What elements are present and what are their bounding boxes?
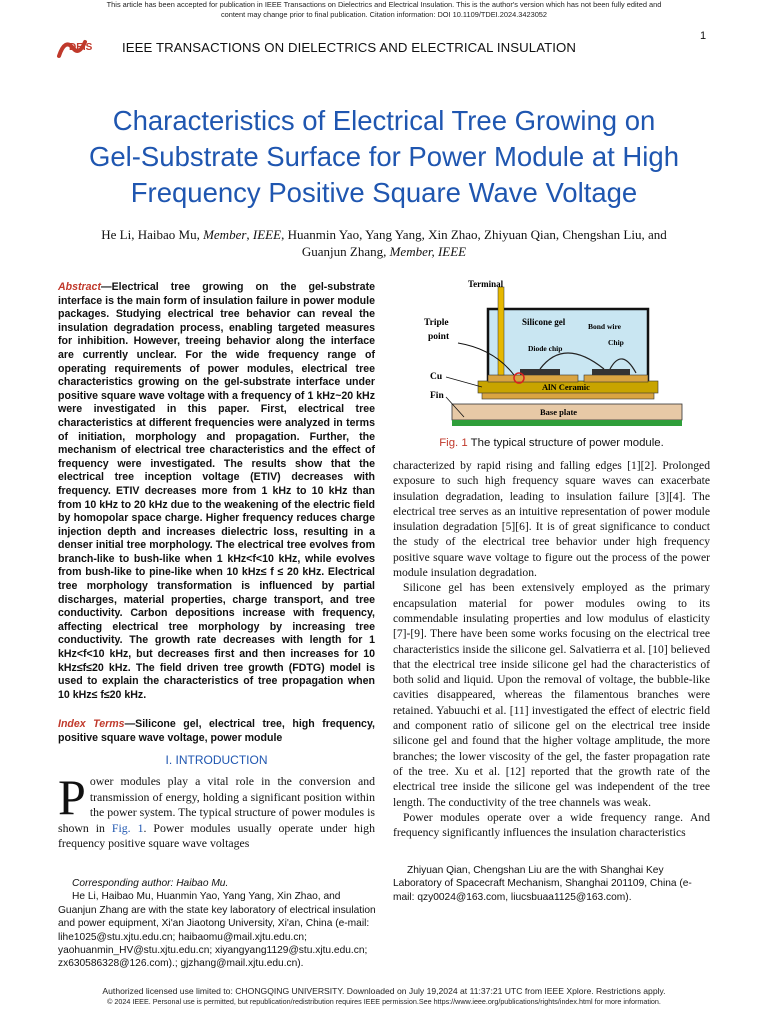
intro-text-b: . Power modules usually operate under high frequency positive square wave voltages xyxy=(58,820,375,851)
label-base-plate: Base plate xyxy=(540,407,578,417)
publication-notice xyxy=(0,0,768,20)
introduction-paragraph xyxy=(58,769,375,852)
label-triple: Triple xyxy=(424,318,449,328)
label-silicone-gel: Silicone gel xyxy=(522,317,566,327)
footnote-left xyxy=(58,877,380,971)
logo-text: DEIS xyxy=(69,42,93,53)
fin-strip xyxy=(452,420,682,426)
paper-title xyxy=(30,103,738,211)
authors-role-3: Member, IEEE xyxy=(389,244,467,259)
label-bond-wire: Bond wire xyxy=(588,322,621,331)
paragraph-2: Silicone gel has been extensively employed as the primary encapsulation material for power modules owing to its commendable insulating properties and low modulus of elasticity [7]-[9]. There have been some works focusing on the electrical tree characteristics inside the silicone gel. Salvatierra et al. [10] believed that the electrical tree inside silicone gel had the characteristics of both solid and liquid. Upon the removal of voltage, the bubble-like cavities disappeared, whereas the filamentous branches were retained. Yabuuchi et al. [11] investigated the effect of electric field and component ratio of silicone gel on the electrical tree inside silicone gel and found that the higher voltage amplitude, the more branches; the lower viscosity of the gel, the faster propagation rate of the tree. Xu et al. [12] reported that the growth rate of the electrical tree inside the silicone gel was independent of the tree length. The conductivity of the tree channels was weak. xyxy=(393,581,710,809)
index-terms-label: Index Terms xyxy=(58,718,125,730)
upper-copper-layer xyxy=(488,375,578,382)
authors-role-1: Member xyxy=(203,227,247,242)
cu-pointer xyxy=(446,377,482,387)
notice-line-2: content may change prior to final publication. Citation information: DOI 10.1109/TDEI.2024.3423052 xyxy=(220,10,548,19)
authors-part-c: , Huanmin Yao, Yang Yang, Xin Zhao, Zhiyuan Qian, Chengshan Liu, and xyxy=(281,227,667,242)
authors-part-a: He Li, Haibao Mu, xyxy=(101,227,204,242)
power-chip xyxy=(592,369,630,375)
label-aln-ceramic: AlN Ceramic xyxy=(542,382,590,392)
footnote-right xyxy=(393,864,713,904)
label-terminal: Terminal xyxy=(468,279,504,289)
author-list xyxy=(40,226,728,260)
figure-caption-label: Fig. 1 xyxy=(439,437,468,449)
authors-role-2: IEEE xyxy=(252,227,282,242)
label-chip: Chip xyxy=(608,338,624,347)
authors-part-b: , xyxy=(246,227,253,242)
authors-part-d: Guanjun Zhang, xyxy=(301,244,390,259)
right-column-body xyxy=(393,458,710,840)
label-point: point xyxy=(428,332,450,342)
figure-caption xyxy=(393,437,710,449)
intro-text-a: ower modules play a vital role in the conversion and transmission of energy, holding a significant position within the power system. The typical structure of power modules is shown in xyxy=(58,774,375,835)
label-fin: Fin xyxy=(430,391,444,401)
abstract-text: —Electrical tree growing on the gel-substrate interface is the main form of insulation failure in power module packages. Studying electrical tree behavior can reveal the insulation degradation process, enabling targeted measures for inhibition. However, treeing behavior along the interface are currently unclear. For the wide frequency range of operating requirements of power modules, electrical tree characteristics growing on the gel-substrate interface under positive square wave voltage with a frequency of 1 kHz~20 kHz were investigated in this paper. First, electrical tree characteristics at different frequencies were analyzed in terms of initiation, morphology and propagation. Further, the mechanism of electrical tree characteristics and the effect of frequency were investigated. The results show that the electrical tree inception voltage (ETIV) decreases with frequency. ETIV decreases more from 1 kHz to 10 kHz than from 10 kHz to 20 kHz due to the weakening of the electric field by homopolar space charge. Higher frequency reduces charge injection depth and increases dielectric loss, resulting in a denser initial tree morphology. The electrical tree evolves from branch-like to bush-like when 1 kHz<f<10 kHz, while evolves from bush-like to pine-like when 10 kHz≤ f ≤ 20 kHz. Electrical tree morphology transformation is influenced by partial discharges, material properties, charge transport, and tree conductivity. Carbon depositions increase with frequency, affecting electrical tree morphology by increasing tree conductivity. The growth rate decreases with length for 1 kHz<f<10 kHz, but decreases first and then increases for 10 kHz≤f≤20 kHz. The field driven tree growth (FDTG) model is used to explain the characteristics of tree propagation when 10 kHz≤ f≤20 kHz. xyxy=(58,281,375,701)
page-number: 1 xyxy=(700,30,707,42)
title-line-1: Characteristics of Electrical Tree Growing on xyxy=(112,105,656,136)
diode-chip xyxy=(520,369,560,375)
paragraph-1: characterized by rapid rising and falling edges [1][2]. Prolonged exposure to such high frequency square waves can exacerbate insulation degradation, leading to insulation failure [3][4]. The electrical tree serves as an intuitive representation of power module insulation degradation [5][6]. It is of great significance to conduct the study of the electrical tree behavior under high frequency positive square wave voltage to figure out the process of the power module insulation degradation. xyxy=(393,459,710,580)
upper-copper-layer-right xyxy=(584,375,648,382)
title-line-2: Gel-Substrate Surface for Power Module at High xyxy=(88,141,679,172)
label-cu: Cu xyxy=(430,372,443,382)
label-diode-chip: Diode chip xyxy=(528,344,563,353)
paragraph-3: Power modules operate over a wide frequency range. And frequency significantly influences the insulation characteristics xyxy=(393,810,710,840)
drop-cap: P xyxy=(58,769,86,825)
deis-logo xyxy=(55,36,105,66)
title-line-3: Frequency Positive Square Wave Voltage xyxy=(130,177,638,208)
copyright-notice: © 2024 IEEE. Personal use is permitted, but republication/redistribution requires IEEE permission.See https://www.ieee.org/publications/rights/index.html for more information. xyxy=(107,997,661,1006)
index-terms-text: —Silicone gel, electrical tree, high frequency, positive square wave voltage, power module xyxy=(58,718,375,744)
license-notice: Authorized licensed use limited to: CHONGQING UNIVERSITY. Downloaded on July 19,2024 at 11:37:21 UTC from IEEE Xplore. Restrictions apply. xyxy=(102,986,666,996)
power-module-figure xyxy=(424,277,686,437)
figure-caption-text: The typical structure of power module. xyxy=(467,437,664,449)
figure-reference-link[interactable]: Fig. 1 xyxy=(111,820,144,835)
index-terms xyxy=(58,718,375,745)
corresponding-author: Corresponding author: Haibao Mu. xyxy=(72,878,229,889)
affiliation-right: Zhiyuan Qian, Chengshan Liu are the with Shanghai Key Laboratory of Spacecraft Mechanism, Shanghai 201109, China (e-mail: qzy0024@163.com, liucsbuaa1125@163.com). xyxy=(393,865,692,903)
abstract xyxy=(58,281,375,702)
section-heading-introduction: I. INTRODUCTION xyxy=(165,753,268,767)
affiliation-left: He Li, Haibao Mu, Huanmin Yao, Yang Yang, Xin Zhao, and Guanjun Zhang are with the state key laboratory of electrical insulation and power equipment, Xi'an Jiaotong University, Xi'an, China (e-mail: lihe1025@stu.xjtu.edu.cn; haibaomu@mail.xjtu.edu.cn; yaohuanmin_HV@stu.xjtu.edu.cn; xiyangyang1129@stu.xjtu.edu.cn; zx630586328@126.com).; gjzhang@mail.xjtu.edu.cn). xyxy=(58,891,376,970)
notice-line-1: This article has been accepted for publication in IEEE Transactions on Dielectrics and Electrical Insulation. This is the author's version which has not been fully edited and xyxy=(106,0,662,9)
journal-name: IEEE TRANSACTIONS ON DIELECTRICS AND ELECTRICAL INSULATION xyxy=(122,40,577,55)
abstract-label: Abstract xyxy=(58,281,101,293)
